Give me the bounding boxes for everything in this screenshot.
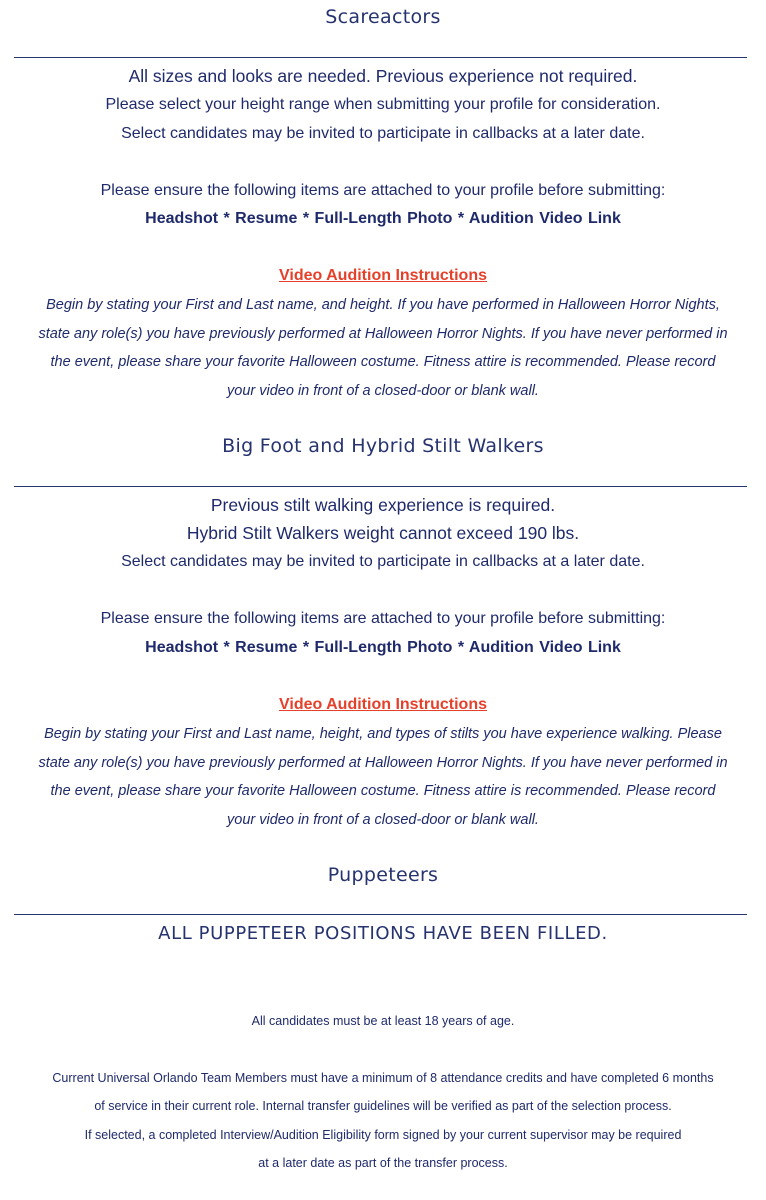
stilt-video-line-4: your video in front of a closed-door or blank wall.: [227, 812, 539, 828]
stilt-required-items: Headshot * Resume * Full-Length Photo * Audition Video Link: [145, 639, 621, 656]
stilt-video-line-2: state any role(s) you have previously performed at Halloween Horror Nights. If you have never performed in: [38, 755, 728, 771]
scareactors-divider: [14, 57, 747, 58]
team-member-note-3: If selected, a completed Interview/Audition Eligibility form signed by your current supervisor may be required: [84, 1128, 682, 1142]
scareactors-requirement-1: All sizes and looks are needed. Previous experience not required.: [128, 66, 638, 86]
scareactors-callbacks-note: Select candidates may be invited to participate in callbacks at a later date.: [121, 125, 645, 142]
scareactors-required-items: Headshot * Resume * Full-Length Photo * Audition Video Link: [145, 210, 621, 227]
team-member-note-2: of service in their current role. Internal transfer guidelines will be verified as part of the selection process.: [94, 1099, 672, 1113]
stilt-requirement-2: Hybrid Stilt Walkers weight cannot exceed 190 lbs.: [186, 523, 580, 543]
stilt-video-heading-text: Video Audition Instructions: [279, 696, 487, 713]
scareactors-video-line-4: your video in front of a closed-door or blank wall.: [227, 383, 539, 399]
scareactors-video-line-1: Begin by stating your First and Last name, and height. If you have performed in Halloween Horror Nights,: [46, 297, 720, 313]
scareactors-video-heading: [0, 267, 766, 285]
scareactors-title: Scareactors: [325, 6, 441, 28]
puppeteers-title: Puppeteers: [327, 864, 439, 886]
stilt-callbacks-note: Select candidates may be invited to participate in callbacks at a later date.: [121, 553, 645, 570]
stilt-walkers-title: Big Foot and Hybrid Stilt Walkers: [222, 435, 544, 457]
scareactors-ensure-note: Please ensure the following items are attached to your profile before submitting:: [100, 182, 666, 199]
scareactors-video-line-2: state any role(s) you have previously performed at Halloween Horror Nights. If you have never performed in: [38, 326, 728, 342]
stilt-video-line-3: the event, please share your favorite Halloween costume. Fitness attire is recommended. Please record: [50, 783, 716, 799]
scareactors-requirement-2: Please select your height range when submitting your profile for consideration.: [105, 96, 661, 113]
puppeteers-divider: [14, 914, 747, 915]
puppeteers-filled-notice: ALL PUPPETEER POSITIONS HAVE BEEN FILLED.: [158, 923, 608, 944]
stilt-walkers-divider: [14, 486, 747, 487]
age-requirement: All candidates must be at least 18 years of age.: [251, 1014, 515, 1028]
stilt-requirement-1: Previous stilt walking experience is required.: [210, 495, 556, 515]
stilt-video-heading: [0, 696, 766, 714]
team-member-note-1: Current Universal Orlando Team Members must have a minimum of 8 attendance credits and have completed 6 months: [52, 1071, 714, 1085]
stilt-video-line-1: Begin by stating your First and Last name, height, and types of stilts you have experience walking. Please: [44, 726, 722, 742]
scareactors-video-heading-text: Video Audition Instructions: [279, 267, 487, 284]
team-member-note-4: at a later date as part of the transfer process.: [258, 1156, 508, 1170]
stilt-ensure-note: Please ensure the following items are attached to your profile before submitting:: [100, 610, 666, 627]
scareactors-video-line-3: the event, please share your favorite Halloween costume. Fitness attire is recommended. Please record: [50, 354, 716, 370]
